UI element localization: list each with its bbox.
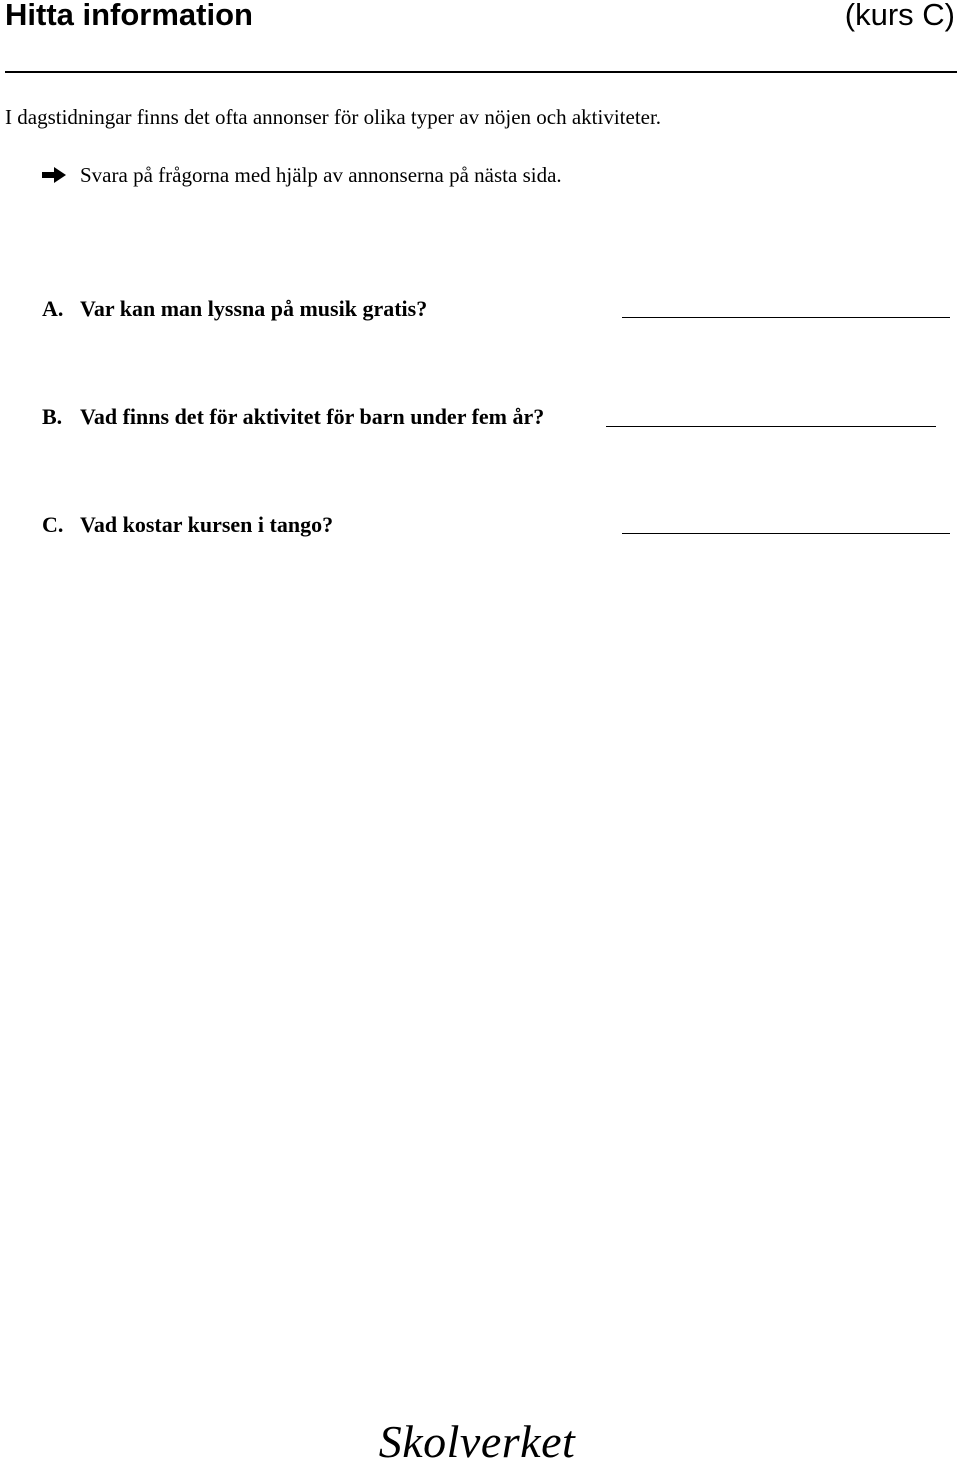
- question-text: Vad finns det för aktivitet för barn under fem år?: [80, 404, 545, 429]
- question-b: [42, 402, 952, 434]
- instruction-text: Svara på frågorna med hjälp av annonserna på nästa sida.: [80, 163, 562, 187]
- question-letter: B.: [42, 404, 63, 429]
- question-letter: C.: [42, 512, 64, 537]
- question-text: Vad kostar kursen i tango?: [80, 512, 334, 537]
- question-a: [42, 294, 952, 326]
- answer-line-c[interactable]: [622, 533, 950, 534]
- answer-line-a[interactable]: [622, 317, 950, 318]
- arrow-right-icon: [42, 167, 66, 183]
- intro-text: I dagstidningar finns det ofta annonser för olika typer av nöjen och aktiviteter.: [5, 105, 662, 129]
- question-c: [42, 510, 952, 542]
- course-label: (kurs C): [844, 0, 955, 32]
- header-divider: [5, 71, 957, 73]
- footer-logo: [0, 1417, 960, 1467]
- question-text: Var kan man lyssna på musik gratis?: [80, 296, 428, 321]
- skolverket-logo: Skolverket: [378, 1416, 576, 1467]
- page-header: [5, 0, 955, 36]
- page-title: Hitta information: [5, 0, 253, 32]
- question-letter: A.: [42, 296, 64, 321]
- answer-line-b[interactable]: [606, 426, 936, 427]
